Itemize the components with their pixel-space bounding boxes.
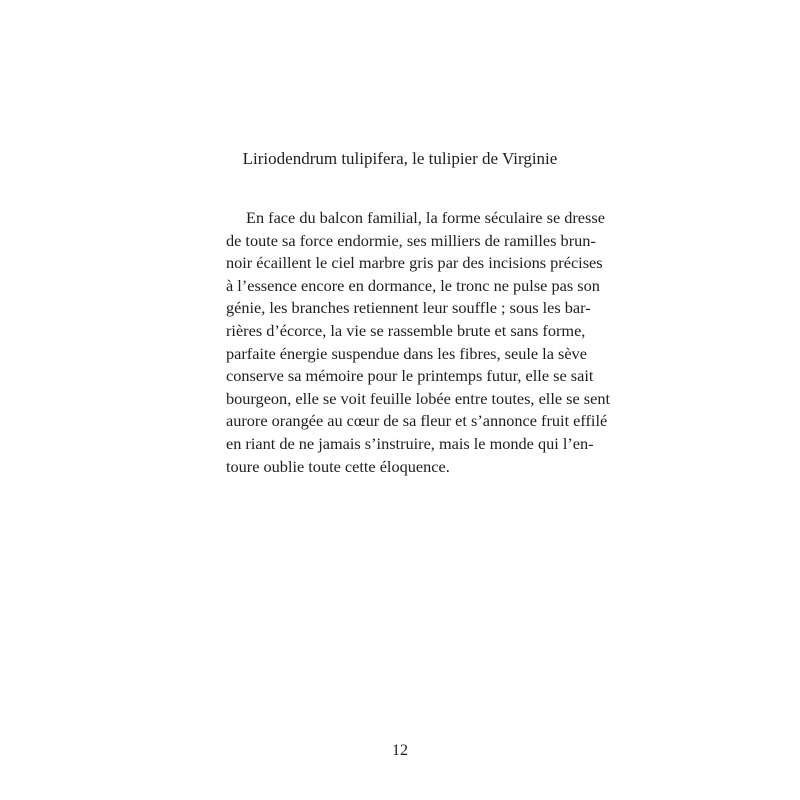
paragraph-line: de toute sa force endormie, ses milliers de ramilles brun- [226,230,596,250]
paragraph-line: conserve sa mémoire pour le printemps futur, elle se sait [226,366,594,386]
paragraph-line: parfaite énergie suspendue dans les fibres, seule la sève [226,343,587,363]
poem-title: Liriodendrum tulipifera, le tulipier de Virginie [242,149,558,168]
paragraph-line: rières d’écorce, la vie se rassemble brute et sans forme, [226,320,586,340]
paragraph-line: en riant de ne jamais s’instruire, mais le monde qui l’en- [226,433,594,453]
paragraph-line: aurore orangée au cœur de sa fleur et s’annonce fruit effilé [226,411,608,431]
paragraph-line: En face du balcon familial, la forme séculaire se dresse [246,208,605,227]
paragraph-line: bourgeon, elle se voit feuille lobée entre toutes, elle se sent [226,388,610,408]
paragraph-line: noir écaillent le ciel marbre gris par des incisions précises [226,253,603,273]
paragraph-line: toure oublie toute cette éloquence. [226,456,450,476]
page-number: 12 [392,742,408,759]
paragraph-line: à l’essence encore en dormance, le tronc ne pulse pas son [226,275,600,295]
prose-paragraph [226,207,610,478]
paragraph-line: génie, les branches retiennent leur souffle ; sous les bar- [226,298,591,318]
